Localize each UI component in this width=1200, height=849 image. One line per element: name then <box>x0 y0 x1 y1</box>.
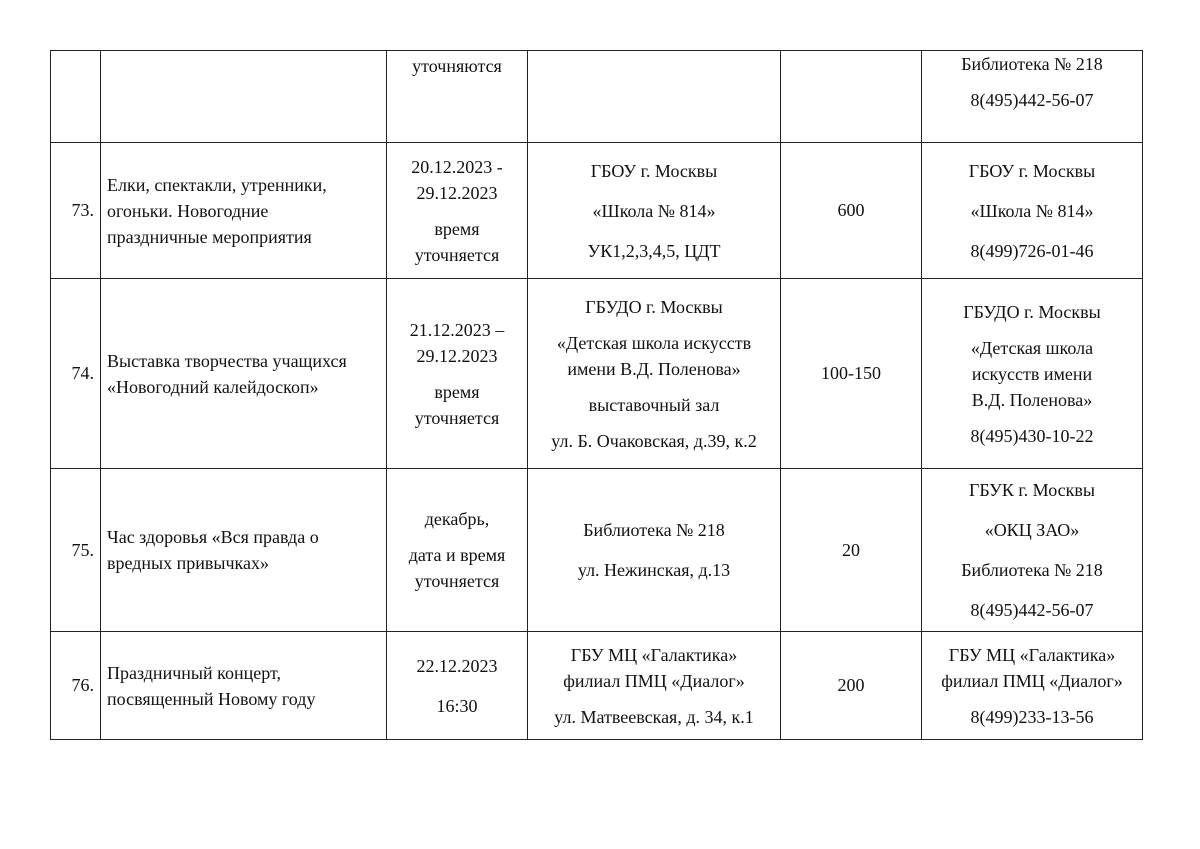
organizer-phone: 8(495)430-10-22 <box>970 425 1094 446</box>
organizer <box>922 469 1143 632</box>
event-name-line: праздничные мероприятия <box>107 226 312 247</box>
row-number <box>51 51 101 143</box>
place-line: ГБУ МЦ «Галактика» <box>570 644 738 665</box>
organizer-line: искусств имени <box>971 363 1093 384</box>
organizer-line: ГБОУ г. Москвы <box>968 160 1096 181</box>
event-name-line: посвященный Новому году <box>107 688 316 709</box>
organizer-line: В.Д. Поленова» <box>971 389 1093 410</box>
place-line: «Детская школа искусств <box>556 332 752 353</box>
date-note-line: время <box>434 218 480 239</box>
date-note-line: уточняется <box>414 244 500 265</box>
table-row <box>51 143 1143 279</box>
participant-count: 100-150 <box>781 279 922 469</box>
event-name <box>101 143 387 279</box>
date-text: уточняются <box>412 56 502 76</box>
event-date <box>387 279 528 469</box>
date-note-line: уточняется <box>414 407 500 428</box>
date-note-line: уточняется <box>414 571 500 591</box>
organizer-line: «Школа № 814» <box>970 200 1094 221</box>
event-name-line: Выставка творчества учащихся <box>107 350 347 371</box>
place-address: ул. Матвеевская, д. 34, к.1 <box>554 706 754 727</box>
event-name <box>101 279 387 469</box>
row-number: 75. <box>51 469 101 632</box>
table-row <box>51 279 1143 469</box>
event-place <box>528 51 781 143</box>
event-name-line: Час здоровья «Вся правда о <box>107 527 319 547</box>
event-date <box>387 51 528 143</box>
row-number: 73. <box>51 143 101 279</box>
organizer-line: Библиотека № 218 <box>961 560 1103 580</box>
participant-count <box>781 51 922 143</box>
date-range-line: 29.12.2023 <box>416 345 498 366</box>
event-name <box>101 469 387 632</box>
place-line: ГБОУ г. Москвы <box>590 160 718 181</box>
place-line: ГБУДО г. Москвы <box>585 296 723 317</box>
organizer-line: «ОКЦ ЗАО» <box>984 520 1080 540</box>
table-row <box>51 632 1143 740</box>
participant-count: 20 <box>781 469 922 632</box>
organizer <box>922 279 1143 469</box>
row-number: 74. <box>51 279 101 469</box>
event-name-line: Елки, спектакли, утренники, <box>107 174 327 195</box>
event-name <box>101 632 387 740</box>
event-date <box>387 469 528 632</box>
event-place <box>528 469 781 632</box>
place-line: «Школа № 814» <box>592 200 716 221</box>
place-address: ул. Б. Очаковская, д.39, к.2 <box>551 430 757 451</box>
date-range-line: 21.12.2023 – <box>409 319 505 340</box>
event-name-line: огоньки. Новогодние <box>107 200 269 221</box>
event-place <box>528 279 781 469</box>
place-line: УК1,2,3,4,5, ЦДТ <box>587 240 721 261</box>
organizer <box>922 632 1143 740</box>
organizer-line: «Детская школа <box>970 337 1094 358</box>
organizer-phone: 8(499)233-13-56 <box>970 706 1094 727</box>
event-name-line: «Новогодний калейдоскоп» <box>107 376 319 397</box>
organizer <box>922 143 1143 279</box>
participant-count: 600 <box>781 143 922 279</box>
place-address: ул. Нежинская, д.13 <box>577 560 731 580</box>
table-row <box>51 51 1143 143</box>
place-line: филиал ПМЦ «Диалог» <box>563 670 745 691</box>
place-line: имени В.Д. Поленова» <box>567 358 741 379</box>
organizer <box>922 51 1143 143</box>
organizer-phone: 8(495)442-56-07 <box>970 600 1094 620</box>
event-name-line: вредных привычках» <box>107 553 270 573</box>
time-text: 16:30 <box>436 695 478 716</box>
date-range-line: 29.12.2023 <box>416 182 498 203</box>
event-name <box>101 51 387 143</box>
event-place <box>528 632 781 740</box>
organizer-name: Библиотека № 218 <box>961 54 1103 74</box>
date-month: декабрь, <box>424 509 490 529</box>
organizer-phone: 8(499)726-01-46 <box>970 240 1094 261</box>
organizer-phone: 8(495)442-56-07 <box>970 90 1094 110</box>
events-table <box>50 50 1143 740</box>
date-note-line: дата и время <box>408 545 506 565</box>
table-row <box>51 469 1143 632</box>
participant-count: 200 <box>781 632 922 740</box>
date-text: 22.12.2023 <box>416 655 498 676</box>
event-name-line: Праздничный концерт, <box>107 662 281 683</box>
event-date <box>387 632 528 740</box>
place-line: Библиотека № 218 <box>583 520 725 540</box>
event-place <box>528 143 781 279</box>
date-range-line: 20.12.2023 - <box>411 156 503 177</box>
organizer-line: ГБУК г. Москвы <box>968 480 1096 500</box>
row-number: 76. <box>51 632 101 740</box>
place-line: выставочный зал <box>588 394 720 415</box>
organizer-line: филиал ПМЦ «Диалог» <box>941 670 1123 691</box>
organizer-line: ГБУ МЦ «Галактика» <box>948 644 1116 665</box>
date-note-line: время <box>434 381 480 402</box>
event-date <box>387 143 528 279</box>
organizer-line: ГБУДО г. Москвы <box>963 301 1101 322</box>
